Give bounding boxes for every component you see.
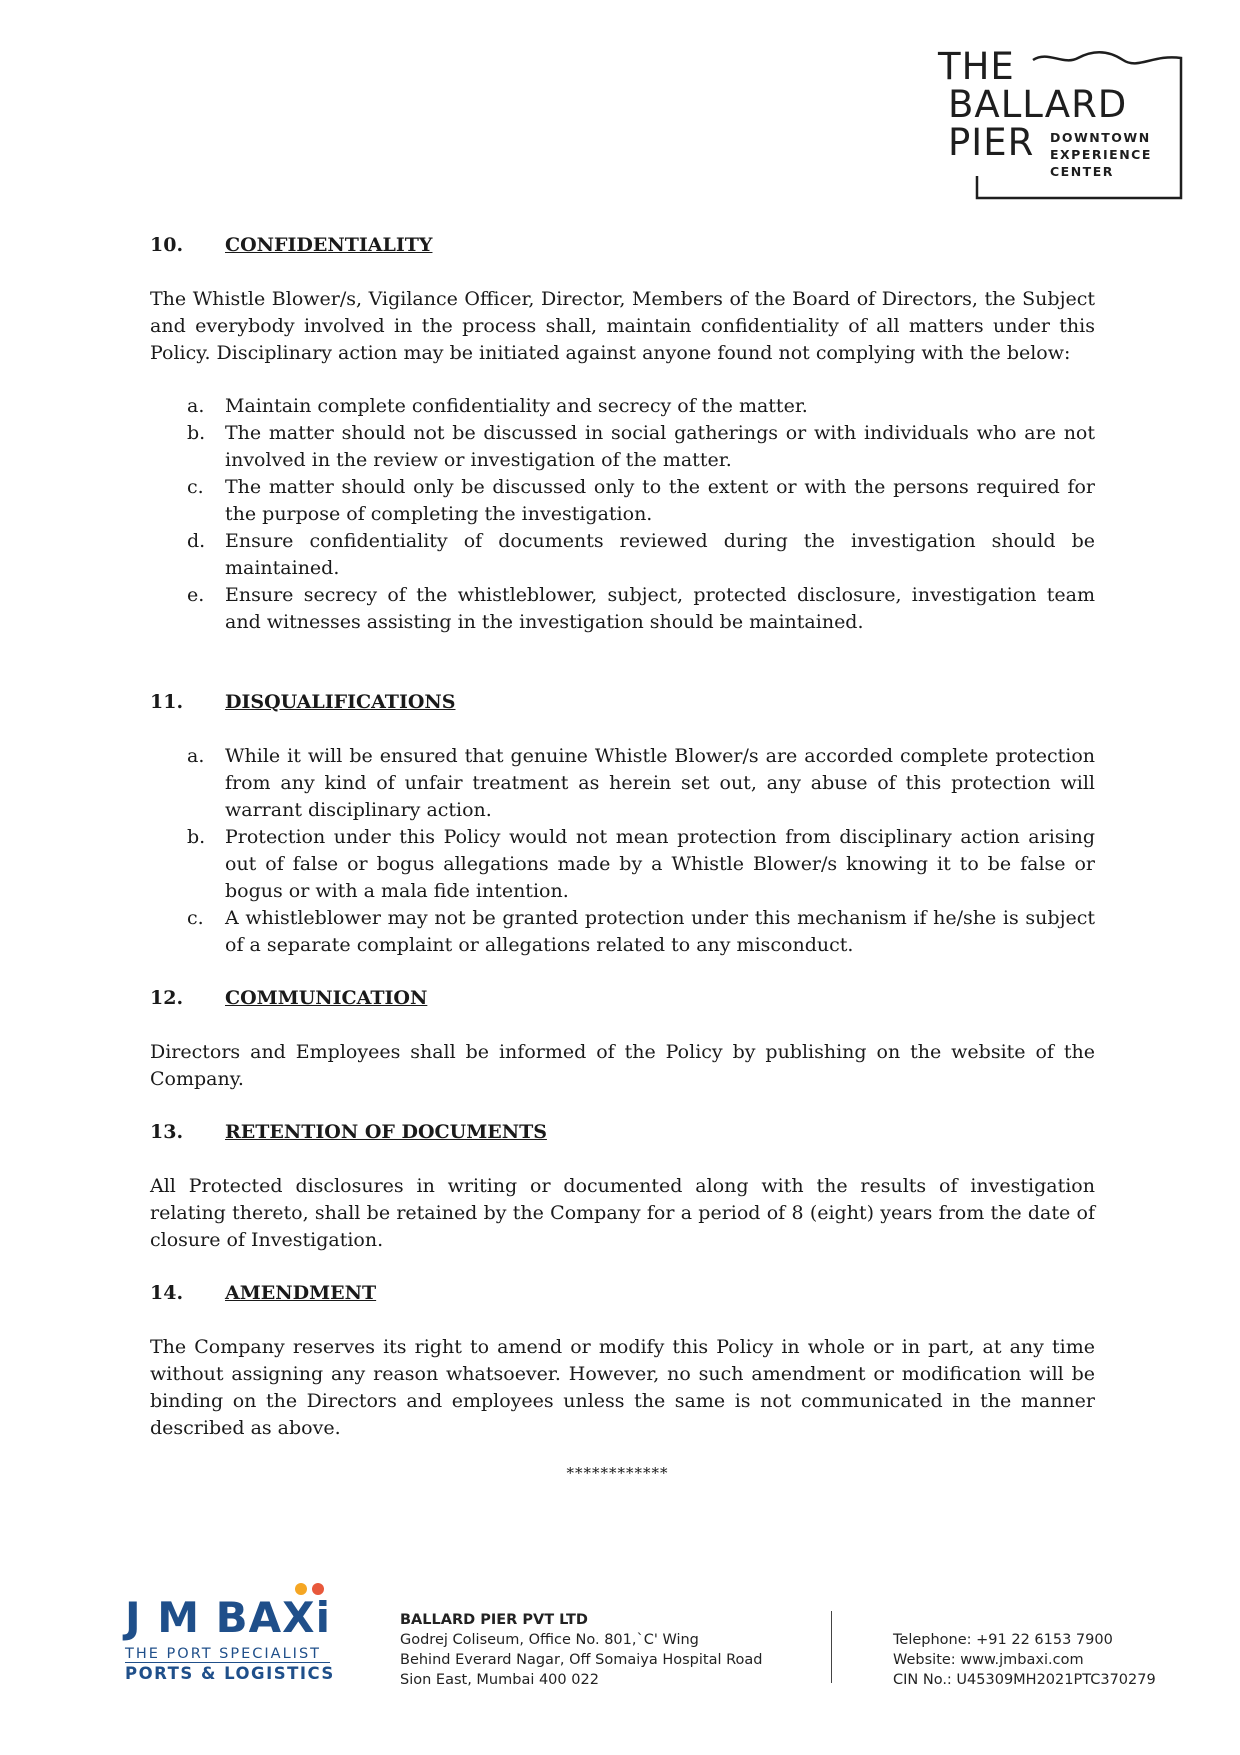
logo-tag-downtown: DOWNTOWN xyxy=(1050,130,1151,145)
logo-line-pier: PIER xyxy=(948,121,1035,164)
telephone: Telephone: +91 22 6153 7900 xyxy=(893,1632,1113,1648)
website-link[interactable]: Website: www.jmbaxi.com xyxy=(893,1652,1084,1668)
section-paragraph: The Company reserves its right to amend or modify this Policy in whole or in part, at any time without assigning any reason whatsoever. However, no such amendment or modification will be binding on the Directors and employees unless the same is not communicated in the manner described as above. xyxy=(150,1336,1095,1439)
footer-divider xyxy=(831,1611,832,1683)
section-title: RETENTION OF DOCUMENTS xyxy=(225,1121,547,1143)
section-title: COMMUNICATION xyxy=(225,987,428,1009)
list-item xyxy=(150,528,1095,582)
list-item xyxy=(150,474,1095,528)
list-marker: a. xyxy=(187,395,205,417)
list-item xyxy=(150,420,1095,474)
address-line: Sion East, Mumbai 400 022 xyxy=(400,1672,599,1688)
divider xyxy=(125,1662,330,1663)
section-heading xyxy=(150,689,1095,716)
brand-subtagline: PORTS & LOGISTICS xyxy=(125,1664,335,1683)
brand-tagline: THE PORT SPECIALIST xyxy=(125,1646,322,1662)
footer-contact xyxy=(893,1630,1156,1690)
document-body xyxy=(150,232,1095,1487)
logo-tag-center: CENTER xyxy=(1050,164,1114,179)
list-item xyxy=(150,393,1095,420)
section-paragraph: Directors and Employees shall be informed of the Policy by publishing on the website of the Company. xyxy=(150,1041,1095,1090)
list-item xyxy=(150,905,1095,959)
section-number: 12. xyxy=(150,987,184,1009)
ballard-pier-logo xyxy=(938,45,1188,200)
list-text: The matter should only be discussed only to the extent or with the persons required for the purpose of completing the investigation. xyxy=(225,476,1095,525)
list-marker: c. xyxy=(187,907,204,929)
logo-tagline xyxy=(1050,129,1152,180)
list-marker: c. xyxy=(187,476,204,498)
logo-line-ballard: BALLARD xyxy=(948,83,1128,126)
section-number: 11. xyxy=(150,691,184,713)
list-item xyxy=(150,824,1095,905)
list-marker: d. xyxy=(187,530,206,552)
confidentiality-list xyxy=(150,393,1095,636)
list-marker: b. xyxy=(187,422,206,444)
section-title: DISQUALIFICATIONS xyxy=(225,691,456,713)
address-line: Godrej Coliseum, Office No. 801,`C' Wing xyxy=(400,1632,699,1648)
section-title: AMENDMENT xyxy=(225,1282,377,1304)
footer-address xyxy=(400,1610,762,1690)
section-heading xyxy=(150,1119,1095,1146)
section-paragraph: The Whistle Blower/s, Vigilance Officer, Director, Members of the Board of Directors, the Subject and everybody involved in the process shall, maintain confidentiality of all matters under this Policy. Disciplinary action may be initiated against anyone found not complying with the below: xyxy=(150,288,1095,364)
section-title: CONFIDENTIALITY xyxy=(225,234,433,256)
list-text: The matter should not be discussed in social gatherings or with individuals who are not involved in the review or investigation of the matter. xyxy=(225,422,1095,471)
section-paragraph: All Protected disclosures in writing or documented along with the results of investigation relating thereto, shall be retained by the Company for a period of 8 (eight) years from the date of closure of Investigation. xyxy=(150,1175,1095,1251)
list-text: Ensure confidentiality of documents reviewed during the investigation should be maintained. xyxy=(225,530,1095,579)
list-text: Ensure secrecy of the whistleblower, subject, protected disclosure, investigation team and witnesses assisting in the investigation should be maintained. xyxy=(225,584,1095,633)
logo-tag-experience: EXPERIENCE xyxy=(1050,147,1152,162)
list-item xyxy=(150,743,1095,824)
disqualifications-list xyxy=(150,743,1095,959)
list-text: Maintain complete confidentiality and secrecy of the matter. xyxy=(225,395,808,417)
logo-line-the: THE xyxy=(938,45,1015,88)
list-marker: a. xyxy=(187,745,205,767)
section-number: 10. xyxy=(150,234,184,256)
section-heading xyxy=(150,1280,1095,1307)
list-text: A whistleblower may not be granted protection under this mechanism if he/she is subject of a separate complaint or allegations related to any misconduct. xyxy=(225,907,1095,956)
section-number: 14. xyxy=(150,1282,184,1304)
company-name: BALLARD PIER PVT LTD xyxy=(400,1612,588,1628)
list-text: Protection under this Policy would not mean protection from disciplinary action arising out of false or bogus allegations made by a Whistle Blower/s knowing it to be false or bogus or with a mala fide intention. xyxy=(225,826,1095,902)
address-line: Behind Everard Nagar, Off Somaiya Hospital Road xyxy=(400,1652,763,1668)
list-text: While it will be ensured that genuine Whistle Blower/s are accorded complete protection from any kind of unfair treatment as herein set out, any abuse of this protection will warrant disciplinary action. xyxy=(225,745,1095,821)
section-number: 13. xyxy=(150,1121,184,1143)
jm-baxi-logo xyxy=(125,1580,345,1690)
section-heading xyxy=(150,985,1095,1012)
section-heading xyxy=(150,232,1095,259)
list-marker: b. xyxy=(187,826,206,848)
cin-number: CIN No.: U45309MH2021PTC370279 xyxy=(893,1672,1156,1688)
end-marker: ************ xyxy=(566,1464,669,1482)
list-item xyxy=(150,582,1095,636)
brand-name: J M BAXi xyxy=(125,1593,331,1642)
list-marker: e. xyxy=(187,584,205,606)
